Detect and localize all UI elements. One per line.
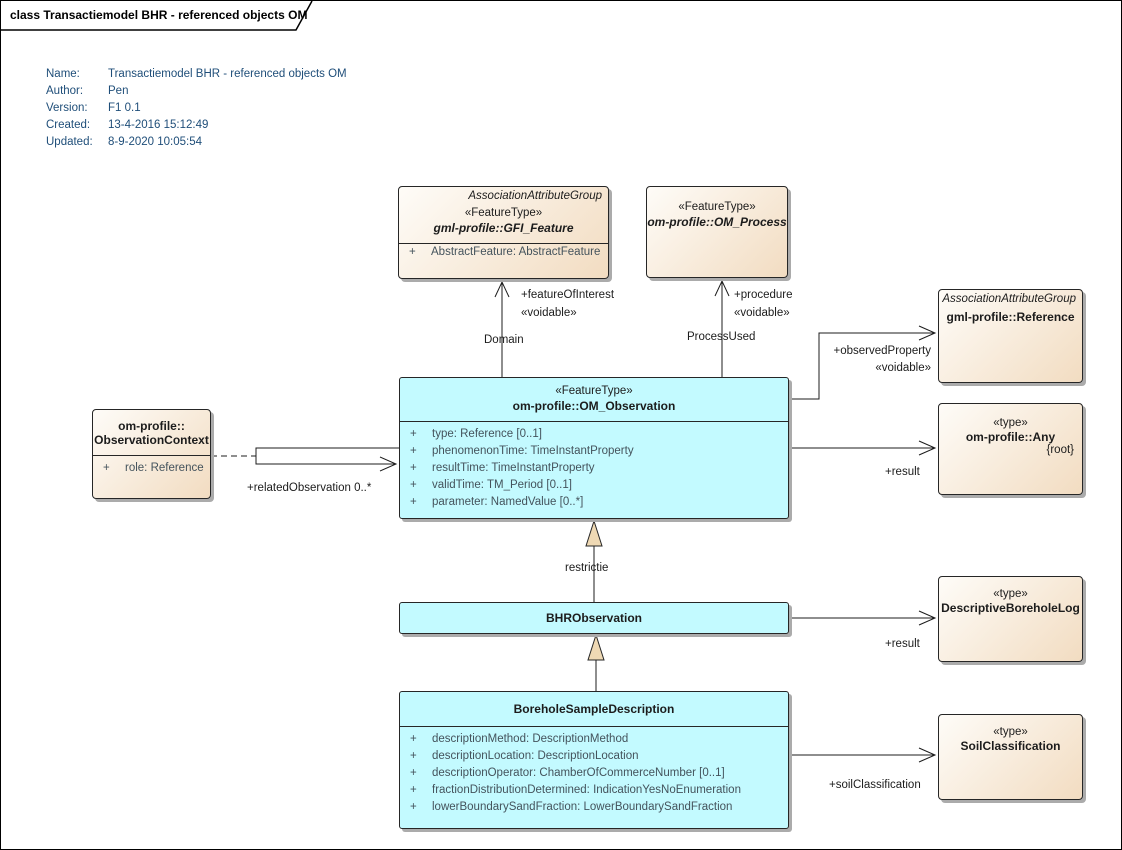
class-gfi-feature[interactable]: [398, 186, 609, 279]
attribute-visibility: +: [410, 784, 417, 796]
metadata-label: Version:: [46, 102, 88, 114]
attribute-text: type: Reference [0..1]: [432, 428, 542, 440]
metadata-label: Name:: [46, 68, 80, 80]
attribute-row: [400, 494, 788, 511]
attribute-row: [93, 460, 210, 477]
class-name: BoreholeSampleDescription: [513, 702, 675, 716]
role-label-result: +result: [885, 466, 920, 478]
metadata-row: [46, 117, 347, 134]
class-bhr-observation[interactable]: [399, 602, 789, 634]
class-group-label: AssociationAttributeGroup: [942, 293, 1076, 305]
class-any[interactable]: [938, 403, 1083, 495]
class-descriptive-borehole-log[interactable]: [938, 576, 1083, 662]
attribute-row: [399, 244, 608, 260]
class-stereotype: «type»: [993, 726, 1028, 738]
attribute-row: [400, 765, 788, 782]
metadata-value: 8-9-2020 10:05:54: [108, 136, 202, 148]
class-stereotype: «FeatureType»: [464, 207, 543, 219]
attribute-text: descriptionLocation: DescriptionLocation: [432, 750, 639, 762]
attribute-row: [400, 460, 788, 477]
role-label-result-bhr: +result: [885, 638, 920, 650]
attribute-text: parameter: NamedValue [0..*]: [432, 496, 584, 508]
role-label-process-used: ProcessUsed: [687, 331, 756, 343]
class-name: om-profile::OM_Observation: [512, 399, 676, 413]
generalization-borehole-sample: [588, 635, 604, 691]
attribute-visibility: +: [410, 479, 417, 491]
class-group-label: AssociationAttributeGroup: [468, 190, 602, 202]
attribute-visibility: +: [410, 496, 417, 508]
stereotype-label-voidable: «voidable»: [875, 362, 931, 374]
attribute-row: [400, 782, 788, 799]
attribute-text: descriptionMethod: DescriptionMethod: [432, 733, 629, 745]
attribute-row: [400, 477, 788, 494]
class-name: om-profile::Any: [965, 430, 1056, 444]
metadata-value: Pen: [108, 85, 129, 97]
metadata-label: Updated:: [46, 136, 93, 148]
attribute-visibility: +: [410, 428, 417, 440]
metadata-row: [46, 66, 347, 83]
attribute-visibility: +: [410, 733, 417, 745]
metadata-label: Author:: [46, 85, 84, 97]
stereotype-label-voidable: «voidable»: [521, 307, 577, 319]
class-stereotype: «type»: [993, 588, 1028, 600]
attribute-row: [400, 443, 788, 460]
association-procedure: [715, 281, 729, 377]
metadata-value: F1 0.1: [108, 102, 141, 114]
class-reference[interactable]: [938, 289, 1083, 383]
role-label-related-observation: +relatedObservation 0..*: [247, 482, 372, 494]
class-stereotype: «type»: [993, 417, 1028, 429]
metadata-row: [46, 100, 347, 117]
class-name: gml-profile::GFI_Feature: [433, 221, 574, 235]
metadata-value: Transactiemodel BHR - referenced objects OM: [108, 68, 347, 80]
diagram-frame-title: class Transactiemodel BHR - referenced objects OM: [10, 8, 308, 22]
attribute-visibility: +: [410, 462, 417, 474]
attribute-row: [400, 731, 788, 748]
attribute-visibility: +: [409, 246, 416, 258]
role-label-feature-of-interest: +featureOfInterest: [521, 289, 615, 301]
attribute-visibility: +: [410, 445, 417, 457]
association-result-bhr: [789, 611, 935, 625]
class-name: DescriptiveBoreholeLog: [941, 601, 1080, 615]
metadata-row: [46, 134, 347, 151]
generalization-label-restrictie: restrictie: [565, 562, 609, 574]
association-feature-of-interest: [495, 282, 509, 377]
attribute-visibility: +: [410, 767, 417, 779]
role-label-domain: Domain: [484, 334, 524, 346]
class-name: BHRObservation: [545, 611, 643, 625]
class-constraint: {root}: [1046, 444, 1074, 456]
metadata-value: 13-4-2016 15:12:49: [108, 119, 209, 131]
association-soil-classification: [789, 748, 935, 762]
role-label-observed-property: +observedProperty: [833, 345, 931, 357]
association-result-observation: [789, 441, 935, 455]
attribute-text: AbstractFeature: AbstractFeature: [431, 246, 601, 258]
attribute-visibility: +: [410, 801, 417, 813]
attribute-text: fractionDistributionDetermined: IndicationYesNoEnumeration: [432, 784, 741, 796]
attribute-text: descriptionOperator: ChamberOfCommerceNumber [0..1]: [432, 767, 725, 779]
class-om-observation[interactable]: [399, 377, 789, 519]
metadata-label: Created:: [46, 119, 91, 131]
attribute-text: lowerBoundarySandFraction: LowerBoundarySandFraction: [432, 801, 733, 813]
attribute-visibility: +: [103, 462, 110, 474]
attribute-text: resultTime: TimeInstantProperty: [432, 462, 595, 474]
class-borehole-sample-description[interactable]: [399, 691, 789, 829]
class-soil-classification[interactable]: [938, 714, 1083, 800]
metadata-row: [46, 83, 347, 100]
class-name-line2: ObservationContext: [94, 433, 209, 447]
attribute-text: phenomenonTime: TimeInstantProperty: [432, 445, 634, 457]
attribute-visibility: +: [410, 750, 417, 762]
stereotype-label-voidable: «voidable»: [734, 307, 790, 319]
class-stereotype: «FeatureType»: [555, 385, 633, 397]
class-name-line1: om-profile::: [118, 419, 185, 433]
class-name: om-profile::OM_Process: [647, 215, 787, 229]
attribute-text: validTime: TM_Period [0..1]: [432, 479, 572, 491]
diagram-metadata-note: [46, 66, 347, 151]
class-om-process[interactable]: [646, 186, 788, 278]
attribute-row: [400, 748, 788, 765]
class-name: SoilClassification: [960, 739, 1061, 753]
class-stereotype: «FeatureType»: [678, 201, 756, 213]
attribute-text: role: Reference: [125, 462, 204, 474]
class-name: gml-profile::Reference: [946, 310, 1075, 324]
attribute-row: [400, 799, 788, 816]
attribute-row: [400, 426, 788, 443]
class-observation-context[interactable]: [92, 409, 211, 499]
role-label-procedure: +procedure: [734, 289, 793, 301]
association-related-observation: [211, 448, 399, 471]
role-label-soil-classification: +soilClassification: [829, 779, 921, 791]
